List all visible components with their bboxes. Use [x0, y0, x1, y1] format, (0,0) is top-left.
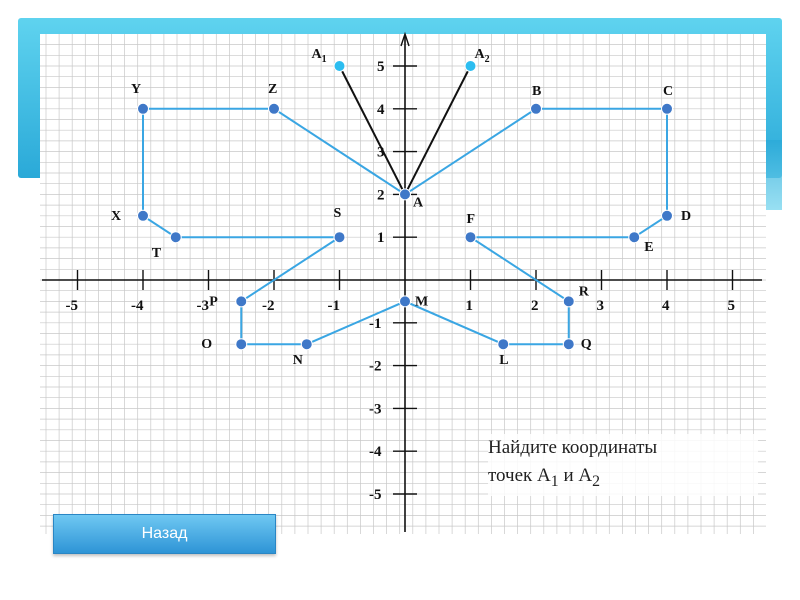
x-tick-label: 1 — [465, 298, 473, 314]
y-tick-label: -5 — [369, 487, 382, 503]
y-tick-label: 1 — [377, 230, 385, 247]
point-label-l: L — [499, 353, 509, 369]
task-line-2: точек $A_1$ и $A_2$ — [488, 465, 600, 490]
x-tick-label: -5 — [65, 298, 78, 314]
point-a1 — [334, 61, 345, 72]
x-tick-label: -4 — [131, 298, 144, 314]
point-d — [662, 210, 673, 221]
point-label-b: B — [532, 83, 542, 99]
point-z — [269, 103, 280, 114]
point-y — [138, 103, 149, 114]
point-l — [498, 339, 509, 350]
point-label-s: S — [333, 206, 342, 222]
point-b — [531, 103, 542, 114]
x-tick-label: 3 — [596, 298, 604, 314]
point-label-a1: $A_1$ — [311, 47, 327, 65]
point-label-n: N — [292, 353, 303, 369]
point-label-q: Q — [580, 337, 592, 353]
y-tick-label: 3 — [377, 144, 385, 161]
point-label-x: X — [111, 208, 122, 224]
point-e — [629, 232, 640, 243]
point-r — [563, 296, 574, 307]
point-label-z: Z — [268, 81, 278, 97]
point-label-t: T — [151, 246, 162, 262]
point-o — [236, 339, 247, 350]
y-tick-label: 2 — [377, 187, 385, 204]
x-tick-label: -1 — [327, 298, 340, 314]
point-c — [662, 103, 673, 114]
x-tick-label: 2 — [531, 298, 539, 314]
task-text — [488, 434, 758, 496]
x-tick-label: 4 — [662, 298, 670, 314]
point-label-f: F — [466, 212, 476, 228]
point-label-o: O — [201, 337, 213, 353]
y-tick-label: -1 — [369, 315, 382, 332]
point-label-a: A — [413, 195, 424, 211]
y-tick-label: -3 — [369, 401, 382, 418]
point-label-p: P — [209, 294, 218, 310]
point-label-d: D — [681, 208, 692, 224]
point-label-y: Y — [131, 81, 142, 97]
point-label-m: M — [415, 294, 429, 310]
y-tick-label: -4 — [369, 444, 382, 461]
x-tick-label: 5 — [727, 298, 735, 314]
point-f — [465, 232, 476, 243]
point-a — [400, 189, 411, 200]
y-tick-label: 5 — [377, 59, 385, 75]
point-m — [400, 296, 411, 307]
point-x — [138, 210, 149, 221]
x-tick-label: -2 — [262, 298, 275, 314]
point-label-c: C — [663, 83, 674, 99]
y-tick-label: 4 — [377, 101, 385, 118]
y-tick-label: -2 — [369, 358, 382, 375]
point-q — [563, 339, 574, 350]
point-s — [334, 232, 345, 243]
point-label-r: R — [578, 284, 589, 300]
point-t — [170, 232, 181, 243]
back-button[interactable]: Назад — [53, 514, 276, 554]
point-p — [236, 296, 247, 307]
point-a2 — [465, 61, 476, 72]
point-label-subscript: 1 — [321, 54, 327, 65]
point-label-e: E — [644, 240, 654, 256]
point-label-a2: $A_2$ — [474, 47, 490, 65]
x-tick-label: -3 — [196, 298, 209, 314]
point-label-subscript: 2 — [484, 54, 490, 65]
task-line-1: Найдите координаты — [488, 437, 658, 458]
point-n — [301, 339, 312, 350]
